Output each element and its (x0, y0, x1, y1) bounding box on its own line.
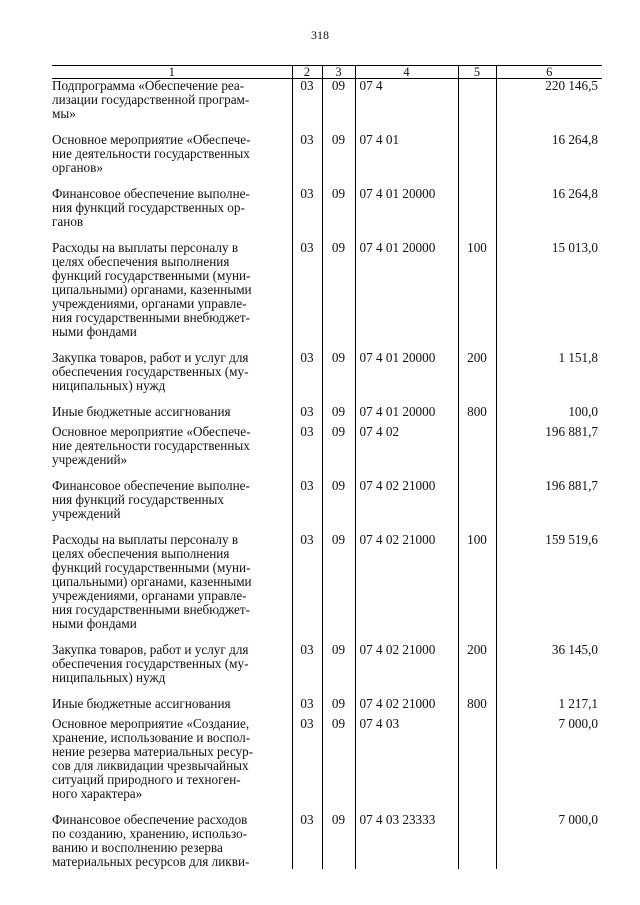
column-header: 6 (496, 66, 602, 79)
row-description (52, 133, 292, 187)
row-description (52, 405, 292, 425)
row-description (52, 643, 292, 697)
row-description (52, 813, 292, 869)
row-description-line: Иные бюджетные ассигнования (52, 404, 231, 419)
row-description-line: ниципальных) нужд (52, 670, 166, 685)
target-article-code: 07 4 01 20000 (355, 405, 458, 425)
row-description-line: по созданию, хранению, использо- (52, 826, 248, 841)
row-description-line: органов» (52, 160, 103, 175)
target-article-code: 07 4 01 20000 (355, 187, 458, 241)
subsection-code: 09 (322, 533, 355, 643)
table-row (52, 405, 602, 425)
row-description (52, 717, 292, 813)
row-description-line: сов для ликвидации чрезвычайных (52, 758, 249, 773)
column-header: 4 (355, 66, 458, 79)
table-row (52, 351, 602, 405)
amount-value: 100,0 (496, 405, 602, 425)
row-description-line: Подпрограмма «Обеспечение реа- (52, 78, 245, 93)
subsection-code: 09 (322, 405, 355, 425)
row-description-line: обеспечения государственных (му- (52, 656, 249, 671)
table-row (52, 697, 602, 717)
table-row (52, 425, 602, 479)
row-description-line: Расходы на выплаты персоналу в (52, 532, 239, 547)
expense-type-code (458, 717, 496, 813)
target-article-code: 07 4 (355, 79, 458, 134)
row-description-line: Финансовое обеспечение выполне- (52, 186, 250, 201)
row-description (52, 351, 292, 405)
section-code: 03 (292, 405, 322, 425)
table-row (52, 479, 602, 533)
row-description-line: учреждениями, органами управле- (52, 588, 247, 603)
row-description-line: Расходы на выплаты персоналу в (52, 240, 239, 255)
section-code: 03 (292, 479, 322, 533)
expense-type-code (458, 479, 496, 533)
target-article-code: 07 4 01 20000 (355, 351, 458, 405)
subsection-code: 09 (322, 187, 355, 241)
row-description-line: лизации государственной програм- (52, 92, 250, 107)
table-row (52, 187, 602, 241)
expense-type-code: 800 (458, 697, 496, 717)
row-description-line: целях обеспечения выполнения (52, 546, 230, 561)
row-description-line: ние деятельности государственных (52, 146, 250, 161)
subsection-code: 09 (322, 697, 355, 717)
column-header: 3 (322, 66, 355, 79)
expense-type-code (458, 425, 496, 479)
row-description-line: ципальными) органами, казенными (52, 574, 252, 589)
amount-value: 196 881,7 (496, 479, 602, 533)
row-description-line: ниципальных) нужд (52, 378, 166, 393)
expense-type-code (458, 79, 496, 134)
row-description-line: целях обеспечения выполнения (52, 254, 230, 269)
row-description (52, 241, 292, 351)
subsection-code: 09 (322, 241, 355, 351)
row-description-line: ситуаций природного и техноген- (52, 772, 241, 787)
table-row (52, 133, 602, 187)
row-description-line: учреждениями, органами управле- (52, 296, 247, 311)
expense-type-code: 800 (458, 405, 496, 425)
row-description-line: ния государственными внебюджет- (52, 310, 251, 325)
row-description-line: хранение, использование и воспол- (52, 730, 251, 745)
row-description-line: Закупка товаров, работ и услуг для (52, 642, 249, 657)
row-description-line: ния государственными внебюджет- (52, 602, 251, 617)
amount-value: 1 151,8 (496, 351, 602, 405)
section-code: 03 (292, 643, 322, 697)
row-description-line: ного характера» (52, 786, 143, 801)
target-article-code: 07 4 03 23333 (355, 813, 458, 869)
section-code: 03 (292, 813, 322, 869)
column-header: 1 (52, 66, 292, 79)
table-row (52, 241, 602, 351)
target-article-code: 07 4 02 (355, 425, 458, 479)
row-description (52, 425, 292, 479)
row-description-line: учреждений» (52, 452, 128, 467)
section-code: 03 (292, 425, 322, 479)
row-description-line: Основное мероприятие «Создание, (52, 716, 250, 731)
row-description-line: материальных ресурсов для ликви- (52, 854, 250, 869)
expense-type-code: 100 (458, 241, 496, 351)
subsection-code: 09 (322, 425, 355, 479)
expense-type-code: 100 (458, 533, 496, 643)
target-article-code: 07 4 02 21000 (355, 533, 458, 643)
table-row (52, 813, 602, 869)
target-article-code: 07 4 02 21000 (355, 479, 458, 533)
row-description (52, 187, 292, 241)
target-article-code: 07 4 01 20000 (355, 241, 458, 351)
table-row (52, 533, 602, 643)
subsection-code: 09 (322, 643, 355, 697)
page-number: 318 (311, 28, 329, 42)
section-code: 03 (292, 241, 322, 351)
row-description-line: нение резерва материальных ресур- (52, 744, 254, 759)
row-description (52, 479, 292, 533)
row-description-line: ния функций государственных (52, 492, 225, 507)
amount-value: 36 145,0 (496, 643, 602, 697)
table-header-row (52, 66, 602, 79)
row-description-line: Основное мероприятие «Обеспече- (52, 132, 251, 147)
subsection-code: 09 (322, 813, 355, 869)
amount-value: 16 264,8 (496, 133, 602, 187)
row-description (52, 79, 292, 134)
amount-value: 220 146,5 (496, 79, 602, 134)
table-row (52, 717, 602, 813)
expense-type-code (458, 187, 496, 241)
row-description (52, 533, 292, 643)
subsection-code: 09 (322, 479, 355, 533)
section-code: 03 (292, 187, 322, 241)
section-code: 03 (292, 351, 322, 405)
row-description-line: Иные бюджетные ассигнования (52, 696, 231, 711)
subsection-code: 09 (322, 79, 355, 134)
subsection-code: 09 (322, 351, 355, 405)
subsection-code: 09 (322, 133, 355, 187)
amount-value: 7 000,0 (496, 813, 602, 869)
amount-value: 159 519,6 (496, 533, 602, 643)
expense-type-code (458, 133, 496, 187)
expense-type-code: 200 (458, 351, 496, 405)
table-body (52, 79, 602, 870)
column-header: 5 (458, 66, 496, 79)
amount-value: 196 881,7 (496, 425, 602, 479)
expense-type-code: 200 (458, 643, 496, 697)
row-description-line: ганов (52, 214, 84, 229)
target-article-code: 07 4 02 21000 (355, 643, 458, 697)
column-header: 2 (292, 66, 322, 79)
row-description-line: Закупка товаров, работ и услуг для (52, 350, 249, 365)
row-description-line: ние деятельности государственных (52, 438, 250, 453)
row-description-line: обеспечения государственных (му- (52, 364, 249, 379)
expense-type-code (458, 813, 496, 869)
section-code: 03 (292, 717, 322, 813)
row-description-line: ния функций государственных ор- (52, 200, 245, 215)
section-code: 03 (292, 79, 322, 134)
target-article-code: 07 4 01 (355, 133, 458, 187)
row-description-line: функций государственными (муни- (52, 268, 251, 283)
target-article-code: 07 4 03 (355, 717, 458, 813)
amount-value: 15 013,0 (496, 241, 602, 351)
section-code: 03 (292, 133, 322, 187)
subsection-code: 09 (322, 717, 355, 813)
budget-table (52, 65, 602, 869)
row-description-line: ванию и восполнению резерва (52, 840, 223, 855)
row-description-line: ными фондами (52, 324, 137, 339)
row-description-line: мы» (52, 106, 76, 121)
amount-value: 1 217,1 (496, 697, 602, 717)
table-row (52, 79, 602, 134)
amount-value: 7 000,0 (496, 717, 602, 813)
row-description-line: ципальными) органами, казенными (52, 282, 252, 297)
table-row (52, 643, 602, 697)
section-code: 03 (292, 533, 322, 643)
amount-value: 16 264,8 (496, 187, 602, 241)
target-article-code: 07 4 02 21000 (355, 697, 458, 717)
row-description (52, 697, 292, 717)
row-description-line: Финансовое обеспечение расходов (52, 812, 248, 827)
section-code: 03 (292, 697, 322, 717)
row-description-line: функций государственными (муни- (52, 560, 251, 575)
row-description-line: учреждений (52, 506, 121, 521)
row-description-line: ными фондами (52, 616, 137, 631)
row-description-line: Основное мероприятие «Обеспече- (52, 424, 251, 439)
row-description-line: Финансовое обеспечение выполне- (52, 478, 250, 493)
